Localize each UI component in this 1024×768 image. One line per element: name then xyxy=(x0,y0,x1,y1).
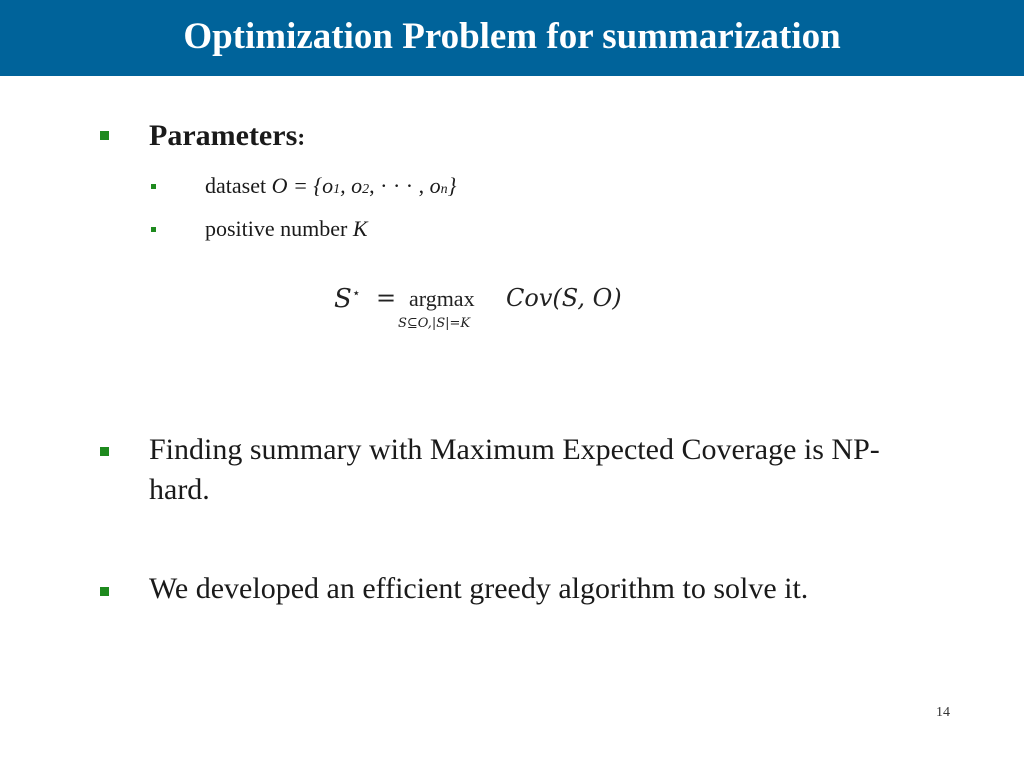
dataset-eq: = { xyxy=(287,173,323,198)
k-prefix: positive number xyxy=(205,216,353,241)
np-hard-text xyxy=(149,430,999,510)
dataset-subn: n xyxy=(440,182,448,197)
formula-star: ⋆ xyxy=(351,285,361,302)
page-number: 14 xyxy=(936,705,950,720)
dataset-dots: , · · · , xyxy=(369,173,430,198)
dataset-line xyxy=(205,172,456,204)
dataset-o2: o xyxy=(351,173,363,198)
dataset-sub1: 1 xyxy=(333,182,341,197)
formula-eq: = xyxy=(376,284,397,312)
formula-rhs: Cov(S, O) xyxy=(506,284,622,312)
slide-title: Optimization Problem for summarization xyxy=(183,15,841,57)
greedy-text: We developed an efficient greedy algorithm to solve it. xyxy=(149,572,809,605)
argmax-formula xyxy=(334,280,634,340)
dataset-var-o: O xyxy=(271,173,288,198)
dataset-prefix: dataset xyxy=(205,173,272,198)
bullet-marker xyxy=(100,131,109,140)
formula-operator: argmax xyxy=(409,286,475,311)
np-hard-line2: hard. xyxy=(149,473,210,506)
np-hard-line1: Finding summary with Maximum Expected Coverage is NP- xyxy=(149,433,880,466)
parameters-heading xyxy=(149,116,305,158)
title-bar xyxy=(0,0,1024,76)
k-var: K xyxy=(352,216,368,241)
dataset-comma: , xyxy=(340,173,352,198)
k-line xyxy=(205,215,368,243)
dataset-o1: o xyxy=(322,173,334,198)
dataset-sub2: 2 xyxy=(362,182,370,197)
sub-bullet-marker xyxy=(151,227,156,232)
bullet-marker xyxy=(100,447,109,456)
formula-constraint: S⊆O,|S|=K xyxy=(398,316,471,331)
parameters-colon: : xyxy=(297,125,306,151)
formula-lhs: S⋆ xyxy=(334,284,361,314)
sub-bullet-marker xyxy=(151,184,156,189)
dataset-close: } xyxy=(447,173,457,198)
bullet-marker xyxy=(100,587,109,596)
parameters-label: Parameters xyxy=(149,119,298,152)
dataset-on: o xyxy=(429,173,441,198)
